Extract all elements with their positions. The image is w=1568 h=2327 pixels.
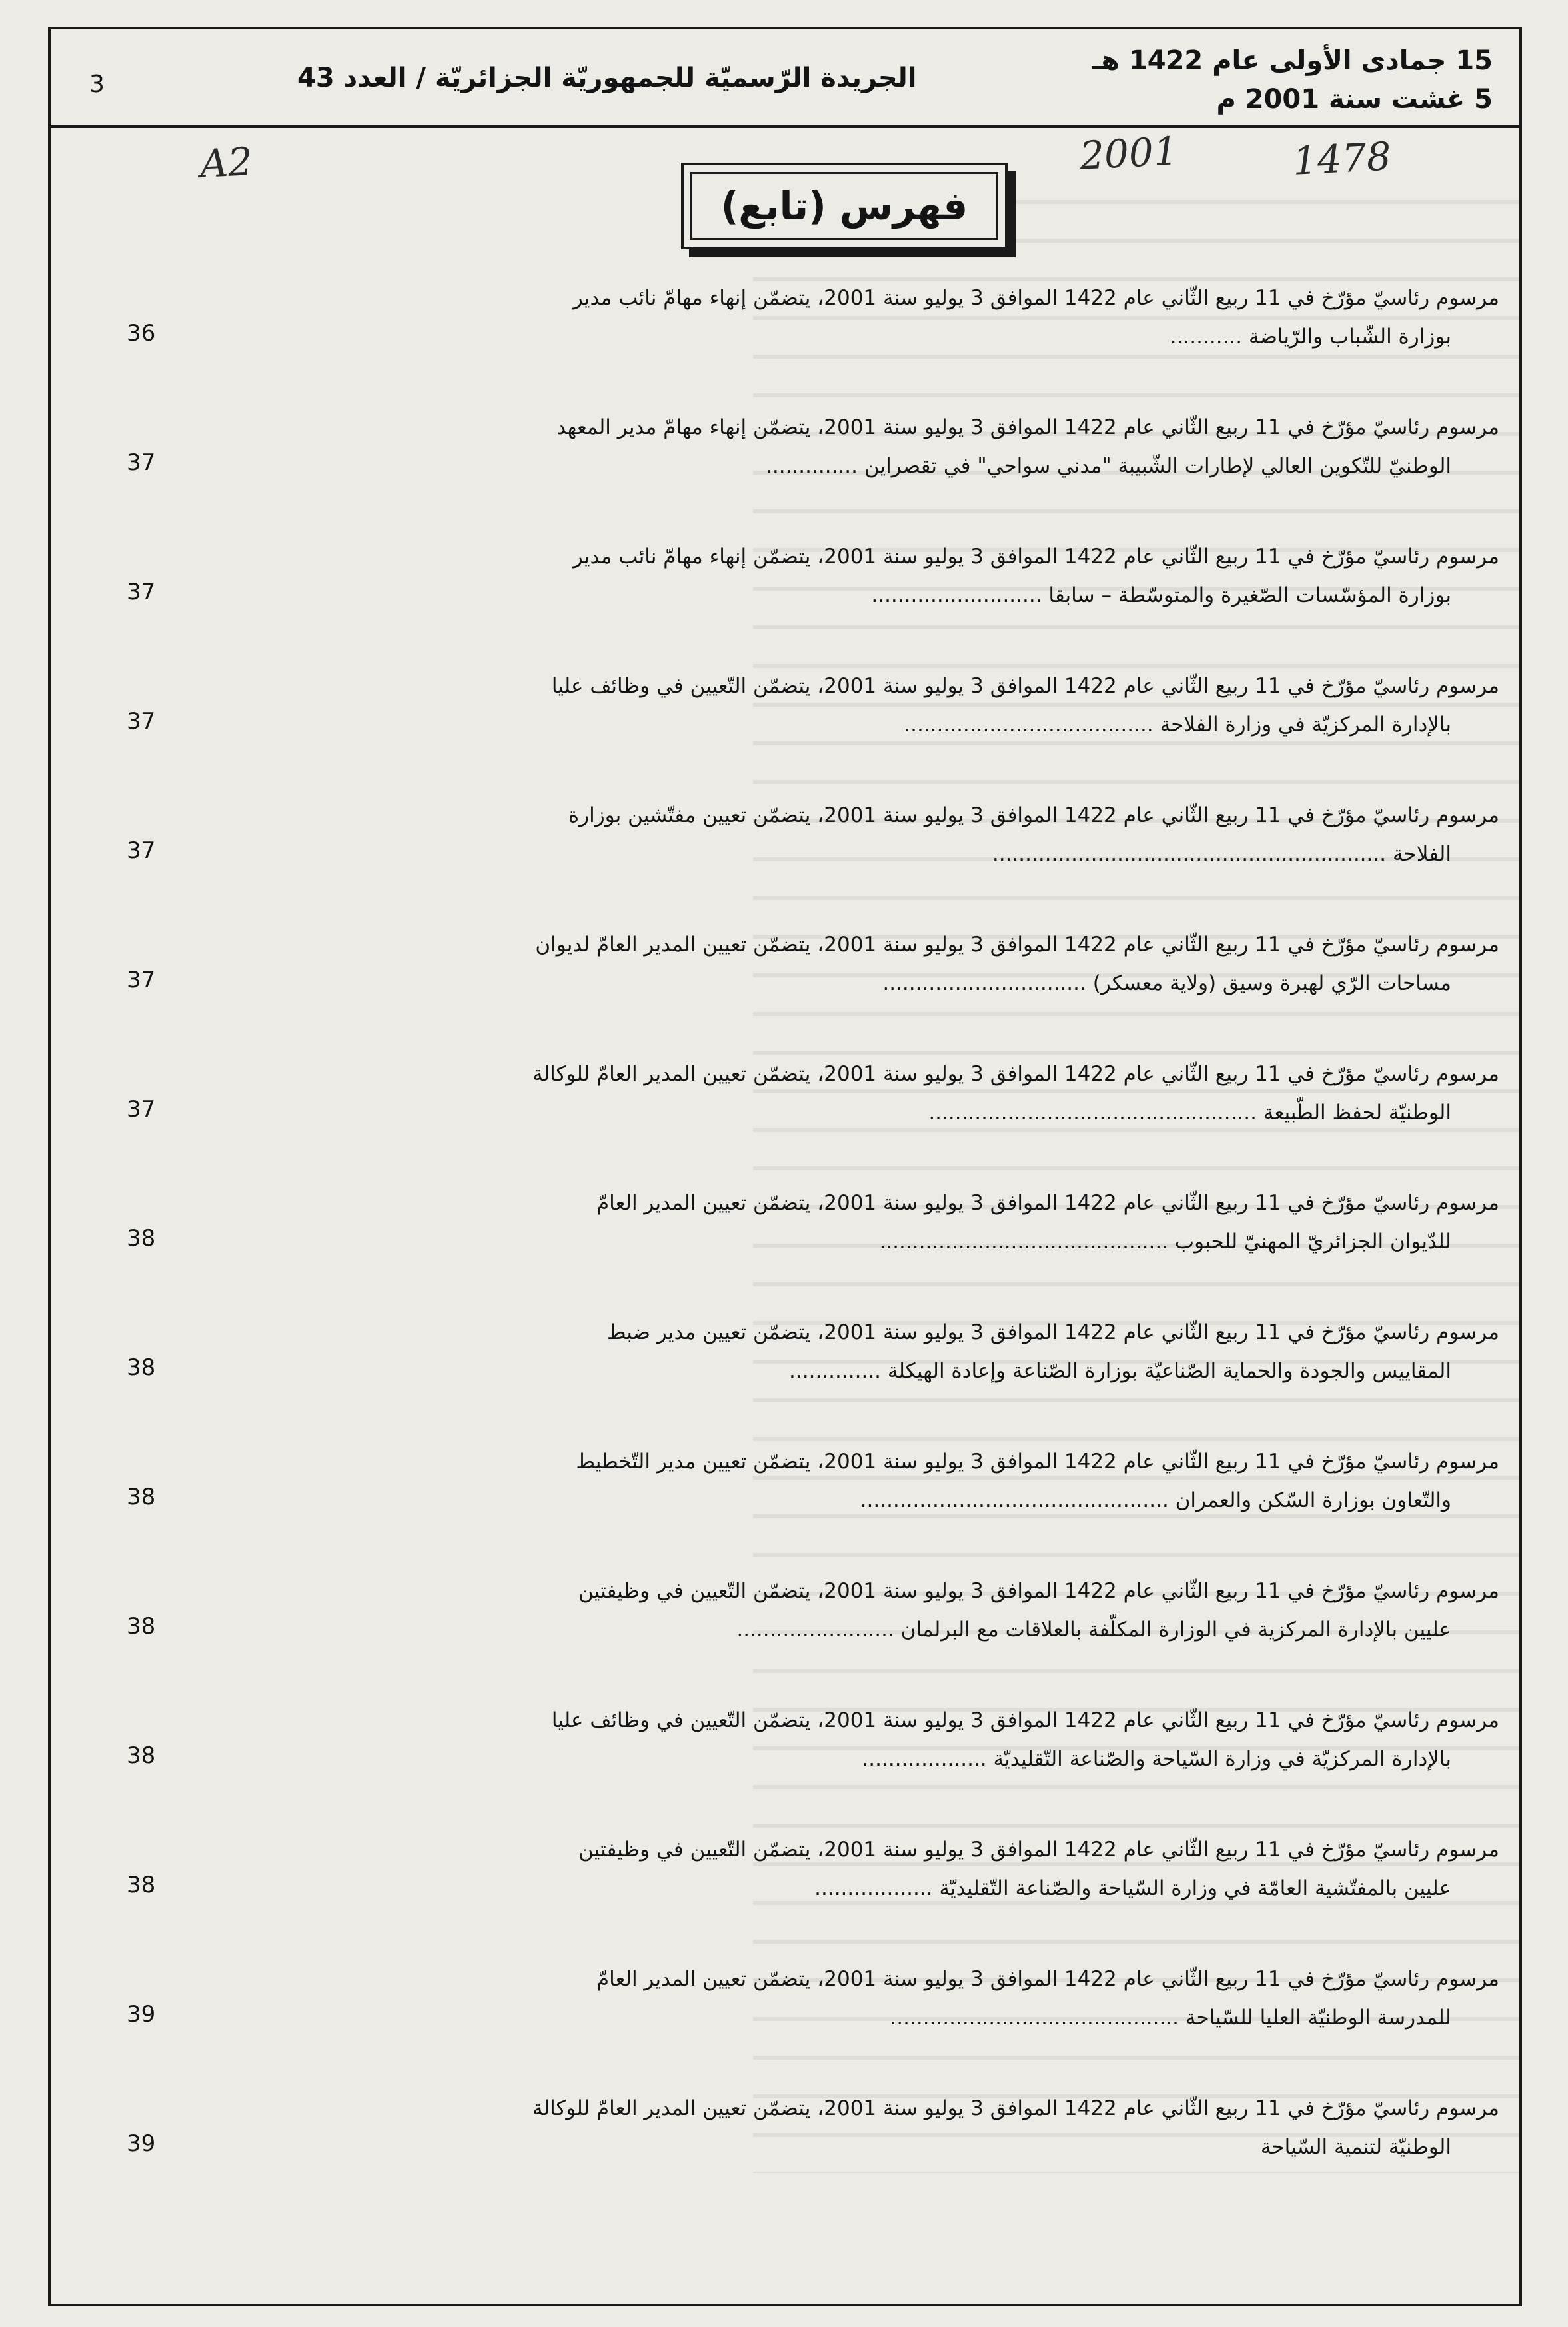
entry-line-1: مرسوم رئاسيّ مؤرّخ في 11 ربيع الثّاني عام 1422 الموافق 3 يوليو سنة 2001، يتضمّن التّعيين في وظائف عليا xyxy=(551,1708,1499,1732)
entry-line-1: مرسوم رئاسيّ مؤرّخ في 11 ربيع الثّاني عام 1422 الموافق 3 يوليو سنة 2001، يتضمّن التّعيين في وظائف عليا xyxy=(551,674,1499,698)
entry-line-1: مرسوم رئاسيّ مؤرّخ في 11 ربيع الثّاني عام 1422 الموافق 3 يوليو سنة 2001، يتضمّن التّعيين في وظيفتين xyxy=(578,1838,1499,1862)
leader-dots: ................... xyxy=(862,1747,994,1771)
entry-page-number: 38 xyxy=(127,1613,156,1640)
entry-line-1: مرسوم رئاسيّ مؤرّخ في 11 ربيع الثّاني عام 1422 الموافق 3 يوليو سنة 2001، يتضمّن تعيين مدير التّخطيط xyxy=(576,1450,1499,1474)
index-entry xyxy=(120,796,1499,925)
leader-dots: ............................................ xyxy=(879,1230,1175,1254)
index-entry xyxy=(120,1184,1499,1313)
entry-line-1: مرسوم رئاسيّ مؤرّخ في 11 ربيع الثّاني عام 1422 الموافق 3 يوليو سنة 2001، يتضمّن تعيين المدير العامّ xyxy=(596,1967,1499,1991)
entry-page-number: 39 xyxy=(127,2130,156,2157)
leader-dots: ............................................ xyxy=(890,2006,1185,2030)
leader-dots: ...................................... xyxy=(904,713,1160,737)
index-entry xyxy=(120,1572,1499,1701)
entry-line-1: مرسوم رئاسيّ مؤرّخ في 11 ربيع الثّاني عام 1422 الموافق 3 يوليو سنة 2001، يتضمّن تعيين المدير العامّ لديوان xyxy=(535,933,1499,957)
index-entry xyxy=(120,925,1499,1055)
index-title: فهرس (تابع) xyxy=(690,172,998,240)
entry-page-number: 38 xyxy=(127,1872,156,1898)
entry-line-2: والتّعاون بوزارة السّكن والعمران xyxy=(1175,1488,1451,1512)
entry-line-2: عليين بالمفتّشية العامّة في وزارة السّياحة والصّناعة التّقليديّة xyxy=(939,1876,1451,1900)
gregorian-date: 5 غشت سنة 2001 م xyxy=(1216,84,1493,115)
index-entry xyxy=(120,1830,1499,1960)
entry-page-number: 39 xyxy=(127,2001,156,2028)
entry-line-2: الوطنيّ للتّكوين العالي لإطارات الشّبيبة "مدني سواحي" في تقصراين xyxy=(864,454,1451,478)
entry-page-number: 37 xyxy=(127,449,156,476)
entry-line-2: الفلاحة xyxy=(1392,842,1451,866)
leader-dots: ............................................... xyxy=(860,1488,1176,1512)
entry-line-2: مساحات الرّي لهبرة وسيق (ولاية معسكر) xyxy=(1092,971,1451,995)
entry-line-1: مرسوم رئاسيّ مؤرّخ في 11 ربيع الثّاني عام 1422 الموافق 3 يوليو سنة 2001، يتضمّن تعيين المدير العامّ xyxy=(596,1191,1499,1215)
entry-page-number: 37 xyxy=(127,579,156,605)
entry-page-number: 37 xyxy=(127,708,156,735)
entry-page-number: 37 xyxy=(127,967,156,993)
leader-dots: ............................................................ xyxy=(992,842,1393,866)
handwritten-note-a2: A2 xyxy=(199,138,254,187)
index-entries xyxy=(120,279,1499,2218)
handwritten-note-year: 2001 xyxy=(1078,128,1179,179)
handwritten-note-number: 1478 xyxy=(1291,133,1393,184)
hijri-date: 15 جمادى الأولى عام 1422 هـ xyxy=(1092,45,1493,76)
leader-dots: ............................... xyxy=(882,971,1093,995)
index-entry xyxy=(120,1313,1499,1442)
entry-page-number: 38 xyxy=(127,1225,156,1252)
entry-line-2: الوطنيّة لتنمية السّياحة xyxy=(1260,2135,1451,2159)
entry-line-1: مرسوم رئاسيّ مؤرّخ في 11 ربيع الثّاني عام 1422 الموافق 3 يوليو سنة 2001، يتضمّن إنهاء مهامّ مدير المعهد xyxy=(556,415,1499,439)
leader-dots: .......................... xyxy=(871,583,1049,607)
index-entry xyxy=(120,1055,1499,1184)
entry-line-2: للدّيوان الجزائريّ المهنيّ للحبوب xyxy=(1174,1230,1451,1254)
leader-dots: .............. xyxy=(789,1359,888,1383)
index-entry xyxy=(120,537,1499,667)
index-entry xyxy=(120,2089,1499,2218)
entry-page-number: 38 xyxy=(127,1354,156,1381)
leader-dots: .................. xyxy=(814,1876,940,1900)
index-title-box xyxy=(681,163,1008,249)
index-entry xyxy=(120,1442,1499,1572)
header-dates xyxy=(1092,41,1493,119)
entry-page-number: 37 xyxy=(127,1096,156,1123)
page-header xyxy=(51,29,1519,128)
journal-title: الجريدة الرّسميّة للجمهوريّة الجزائريّة / العدد 43 xyxy=(297,63,917,93)
entry-line-2: الوطنيّة لحفظ الطّبيعة xyxy=(1263,1101,1451,1125)
leader-dots: ........... xyxy=(1170,325,1249,349)
leader-dots: .................................................. xyxy=(928,1101,1263,1125)
entry-line-1: مرسوم رئاسيّ مؤرّخ في 11 ربيع الثّاني عام 1422 الموافق 3 يوليو سنة 2001، يتضمّن تعيين مدير ضبط xyxy=(606,1320,1499,1344)
index-entry xyxy=(120,408,1499,537)
entry-line-2: بالإدارة المركزيّة في وزارة الفلاحة xyxy=(1160,713,1451,737)
index-entry xyxy=(120,279,1499,408)
entry-line-1: مرسوم رئاسيّ مؤرّخ في 11 ربيع الثّاني عام 1422 الموافق 3 يوليو سنة 2001، يتضمّن التّعيين في وظيفتين xyxy=(578,1579,1499,1603)
entry-line-1: مرسوم رئاسيّ مؤرّخ في 11 ربيع الثّاني عام 1422 الموافق 3 يوليو سنة 2001، يتضمّن إنهاء مهامّ نائب مدير xyxy=(572,545,1499,569)
entry-line-2: بوزارة الشّباب والرّياضة xyxy=(1249,325,1451,349)
leader-dots: ........................ xyxy=(736,1618,901,1642)
leader-dots: .............. xyxy=(766,454,864,478)
entry-line-2: المقاييس والجودة والحماية الصّناعيّة بوزارة الصّناعة وإعادة الهيكلة xyxy=(887,1359,1451,1383)
entry-page-number: 38 xyxy=(127,1742,156,1769)
entry-line-2: للمدرسة الوطنيّة العليا للسّياحة xyxy=(1185,2006,1451,2030)
entry-line-1: مرسوم رئاسيّ مؤرّخ في 11 ربيع الثّاني عام 1422 الموافق 3 يوليو سنة 2001، يتضمّن إنهاء مهامّ نائب مدير xyxy=(572,286,1499,310)
header-page-number: 3 xyxy=(89,71,105,98)
index-entry xyxy=(120,667,1499,796)
entry-page-number: 37 xyxy=(127,837,156,864)
entry-line-1: مرسوم رئاسيّ مؤرّخ في 11 ربيع الثّاني عام 1422 الموافق 3 يوليو سنة 2001، يتضمّن تعيين المدير العامّ للوكالة xyxy=(532,1062,1499,1086)
entry-line-2: عليين بالإدارة المركزية في الوزارة المكلّفة بالعلاقات مع البرلمان xyxy=(900,1618,1451,1642)
entry-line-1: مرسوم رئاسيّ مؤرّخ في 11 ربيع الثّاني عام 1422 الموافق 3 يوليو سنة 2001، يتضمّن تعيين المدير العامّ للوكالة xyxy=(532,2096,1499,2120)
index-entry xyxy=(120,1701,1499,1830)
entry-line-1: مرسوم رئاسيّ مؤرّخ في 11 ربيع الثّاني عام 1422 الموافق 3 يوليو سنة 2001، يتضمّن تعيين مفتّشين بوزارة xyxy=(568,803,1499,827)
entry-line-2: بوزارة المؤسّسات الصّغيرة والمتوسّطة – سابقا xyxy=(1048,583,1451,607)
entry-line-2: بالإدارة المركزيّة في وزارة السّياحة والصّناعة التّقليديّة xyxy=(993,1747,1451,1771)
index-entry xyxy=(120,1960,1499,2089)
entry-page-number: 36 xyxy=(127,320,156,347)
entry-page-number: 38 xyxy=(127,1484,156,1510)
